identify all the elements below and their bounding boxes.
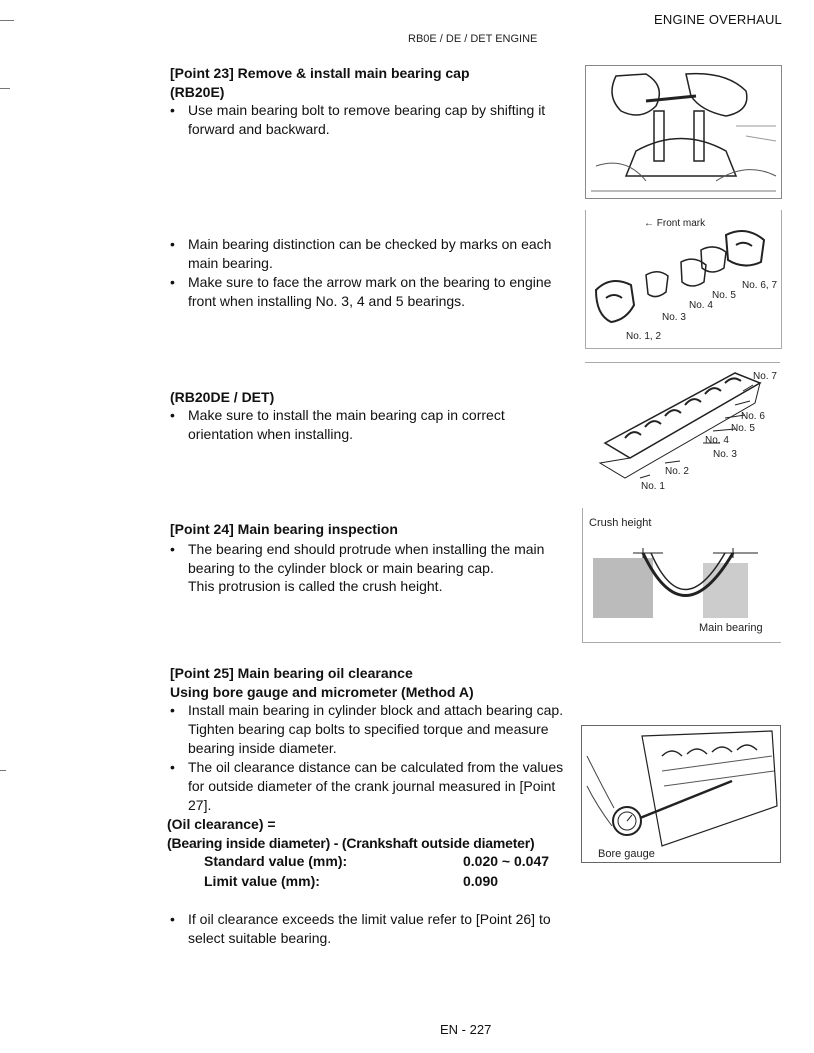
no4-label: No. 4 [689,300,713,311]
point23-title: [Point 23] Remove & install main bearing cap [170,65,470,81]
formula-line1: (Oil clearance) = [167,816,276,832]
hands-bearing-cap-illustration [586,66,781,198]
figure-crush-height [582,508,781,643]
no67-label: No. 6, 7 [742,280,778,291]
list-item: • The oil clearance distance can be calculated from the values for outside diameter of the crank journal measured in [Point 27]. [170,759,564,813]
rb20de-title: (RB20DE / DET) [170,389,275,405]
bearing-caps-illustration [586,210,781,348]
page-number: EN - 227 [440,1022,492,1037]
list-item: • The bearing end should protrude when installing the main bearing to the cylinder block or main bearing cap. [170,541,545,576]
figure-remove-bearing-cap [585,65,782,199]
no3-label: No. 3 [662,312,686,323]
point25-title: [Point 25] Main bearing oil clearance [170,665,413,681]
no3-label-dets: No. 3 [713,449,737,460]
no1-label: No. 1 [641,481,665,492]
crush-height-label: Crush height [589,517,652,529]
figure-bearing-cap-marks [585,210,782,349]
main-bearing-label: Main bearing [699,622,763,634]
no2-label: No. 2 [665,466,689,477]
list-item: • Main bearing distinction can be checked by marks on each main bearing. [170,236,552,271]
figure-bore-gauge [581,725,781,863]
engine-header: RB0E / DE / DET ENGINE [408,33,538,45]
standard-value: 0.020 ~ 0.047 [463,853,550,869]
crush-height-note: This protrusion is called the crush height. [188,578,443,594]
bore-gauge-illustration [582,726,780,862]
list-item: • Make sure to face the arrow mark on the bearing to engine front when installing No. 3, 4 and 5 bearings. [170,274,552,309]
limit-value: 0.090 [463,873,499,889]
formula-line2: (Bearing inside diameter) - (Crankshaft outside diameter) [167,835,535,851]
list-item: • Install main bearing in cylinder block and attach bearing cap. Tighten bearing cap bolts to specified torque and measure bearing inside diameter. [170,702,564,756]
no5-label: No. 5 [712,290,736,301]
list-item: • Use main bearing bolt to remove bearing cap by shifting it forward and backward. [170,102,546,137]
standard-value-label: Standard value (mm): [204,853,348,869]
point24-title: [Point 24] Main bearing inspection [170,521,398,537]
limit-value-label: Limit value (mm): [204,873,320,889]
no4-label-dets: No. 4 [705,435,729,446]
section-header: ENGINE OVERHAUL [654,12,782,27]
no7-label: No. 7 [753,371,777,382]
no5-label-dets: No. 5 [731,423,755,434]
bore-gauge-label: Bore gauge [598,848,655,860]
list-item: • If oil clearance exceeds the limit value refer to [Point 26] to select suitable bearing. [170,911,551,946]
list-item: • Make sure to install the main bearing cap in correct orientation when installing. [170,407,505,442]
figure-rb20de-caps [585,362,780,493]
point25-subtitle: Using bore gauge and micrometer (Method A) [170,684,474,700]
margin-mark [0,770,6,771]
margin-mark [0,88,10,89]
no12-label: No. 1, 2 [626,331,662,342]
no6-label: No. 6 [741,411,765,422]
front-mark-label: ← Front mark [644,218,706,229]
point23-subtitle: (RB20E) [170,84,225,100]
margin-mark [0,20,14,21]
